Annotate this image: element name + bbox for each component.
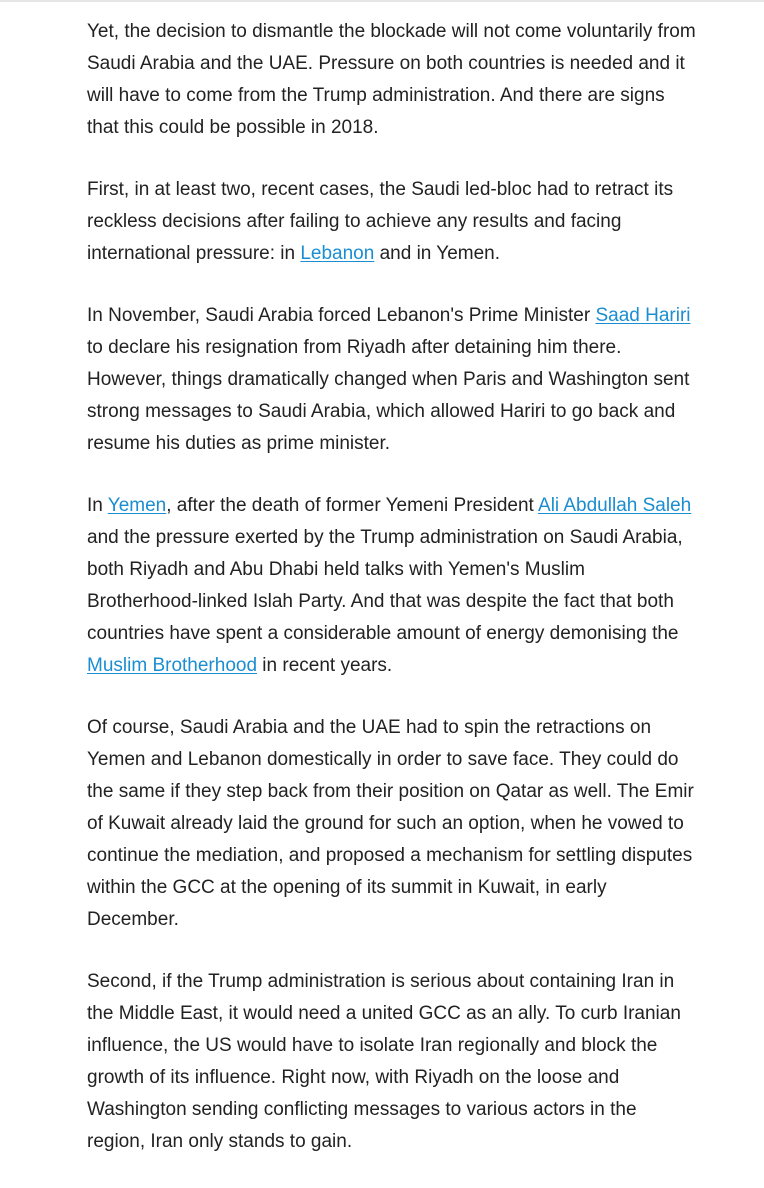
paragraph-3-text-2: to declare his resignation from Riyadh after detaining him there. However, things dramatically changed when Paris and Washington sent strong messages to Saudi Arabia, which allowed Hariri to go back and resume his duties as prime minister. [87, 337, 690, 454]
paragraph-1 [87, 16, 697, 144]
paragraph-2-text-1: First, in at least two, recent cases, the Saudi led-bloc had to retract its reckless decisions after failing to achieve any results and facing international pressure: in [87, 179, 674, 264]
ali-abdullah-saleh-link[interactable]: Ali Abdullah Saleh [538, 495, 692, 516]
paragraph-2 [87, 174, 697, 270]
paragraph-4-text-3: and the pressure exerted by the Trump administration on Saudi Arabia, both Riyadh and Abu Dhabi held talks with Yemen's Muslim Brotherhood-linked Islah Party. And that was despite the fact that both countries have spent a considerable amount of energy demonising the [87, 527, 683, 644]
paragraph-4 [87, 490, 697, 682]
paragraph-1-text: Yet, the decision to dismantle the blockade will not come voluntarily from Saudi Arabia and the UAE. Pressure on both countries is needed and it will have to come from the Trump administration. And there are signs that this could be possible in 2018. [87, 21, 696, 138]
paragraph-3-text-1: In November, Saudi Arabia forced Lebanon's Prime Minister [87, 305, 596, 326]
paragraph-6-text: Second, if the Trump administration is serious about containing Iran in the Middle East, it would need a united GCC as an ally. To curb Iranian influence, the US would have to isolate Iran regionally and block the growth of its influence. Right now, with Riyadh on the loose and Washington sending conflicting messages to various actors in the region, Iran only stands to gain. [87, 971, 681, 1152]
lebanon-link[interactable]: Lebanon [300, 243, 375, 264]
paragraph-3 [87, 300, 697, 460]
paragraph-6 [87, 966, 697, 1158]
paragraph-5-text: Of course, Saudi Arabia and the UAE had to spin the retractions on Yemen and Lebanon domestically in order to save face. They could do the same if they step back from their position on Qatar as well. The Emir of Kuwait already laid the ground for such an option, when he vowed to continue the mediation, and proposed a mechanism for settling disputes within the GCC at the opening of its summit in Kuwait, in early December. [87, 717, 694, 930]
muslim-brotherhood-link[interactable]: Muslim Brotherhood [87, 655, 258, 676]
paragraph-4-text-1: In [87, 495, 108, 516]
top-divider [0, 0, 764, 2]
paragraph-4-text-4: in recent years. [257, 655, 393, 676]
paragraph-2-text-2: and in Yemen. [374, 243, 501, 264]
paragraph-4-text-2: , after the death of former Yemeni President [166, 495, 539, 516]
saad-hariri-link[interactable]: Saad Hariri [595, 305, 691, 326]
yemen-link[interactable]: Yemen [107, 495, 167, 516]
paragraph-5 [87, 712, 697, 936]
article-body [87, 16, 697, 1188]
